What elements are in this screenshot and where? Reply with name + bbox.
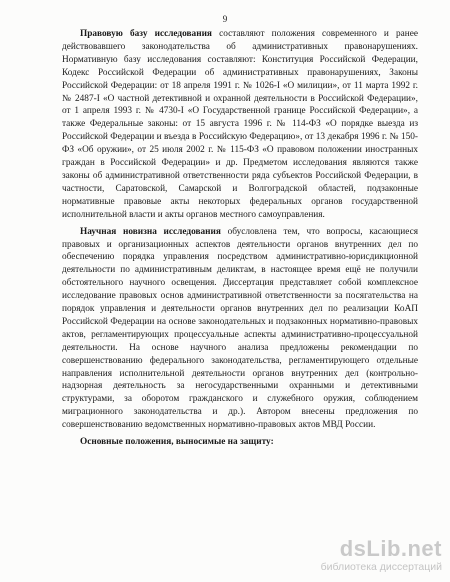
paragraph-body: обусловлена тем, что вопросы, касающиеся правовых и организационных аспектов деятельности органов внутренних дел по обеспечению порядка управления посредством административно-юрисдикционной деятельности по административным деликтам, в настоящее время ещё не получили обстоятельного научного освещения. Диссертация представляет собой комплексное исследование правовых основ административной ответственности за посягательства на порядок управления и деятельности органов внутренних дел по реализации КоАП Российской Федерации на основе законодательных и подзаконных нормативно-правовых актов, регламентирующих процессуальные аспекты административно-процессуальной деятельности. На основе научного анализа предложены рекомендации по совершенствованию федерального законодательства, регламентирующего отдельные направления исполнительной деятельности органов внутренних дел (контрольно-надзорная деятельность за негосударственными охранными и детективными структурами, за оборотом гражданского и служебного оружия, соблюдением миграционного законодательства и др.). Автором внесены предложения по совершенствованию ведомственных нормативно-правовых актов МВД России. <box>62 226 418 431</box>
paragraph-lead: Основные положения, выносимые на защиту: <box>80 437 274 448</box>
body-text <box>62 28 418 449</box>
watermark <box>292 536 442 576</box>
paragraph-lead: Научная новизна исследования <box>80 226 221 237</box>
paragraph-lead: Правовую базу исследования <box>80 29 212 39</box>
paragraph-defense-provisions <box>62 436 418 449</box>
paragraph-scientific-novelty <box>62 226 418 433</box>
page-number: 9 <box>222 14 228 24</box>
watermark-subtitle: библиотека диссертаций <box>320 561 442 573</box>
paragraph-body: составляют положения современного и ранее действовавшего законодательства об административных правонарушениях. Нормативную базу исследования составляют: Конституция Российской Федерации, Кодекс Российской Федерации об административных правонарушениях, Законы Российской Федерации: от 18 апреля 1991 г. № 1026-I «О милиции», от 11 марта 1992 г. № 2487-I «О частной детективной и охранной деятельности в Российской Федерации», от 1 апреля 1993 г. № 4730-I «О Государственной границе Российской Федерации», а также Федеральные законы: от 15 августа 1996 г. № 114-ФЗ «О порядке выезда из Российской Федерации и въезда в Российскую Федерацию», от 13 декабря 1996 г. № 150-ФЗ «Об оружии», от 25 июля 2002 г. № 115-ФЗ «О правовом положении иностранных граждан в Российской Федерации» и др. Предметом исследования являются также законы об административной ответственности ряда субъектов Российской Федерации, в частности, Саратовской, Самарской и Волгоградской областей, подзаконные нормативные правовые акты некоторых федеральных органов государственной исполнительной власти и акты органов местного самоуправления. <box>62 29 418 220</box>
watermark-logo: dsLib.net <box>339 536 442 561</box>
paragraph-legal-basis <box>62 28 418 222</box>
